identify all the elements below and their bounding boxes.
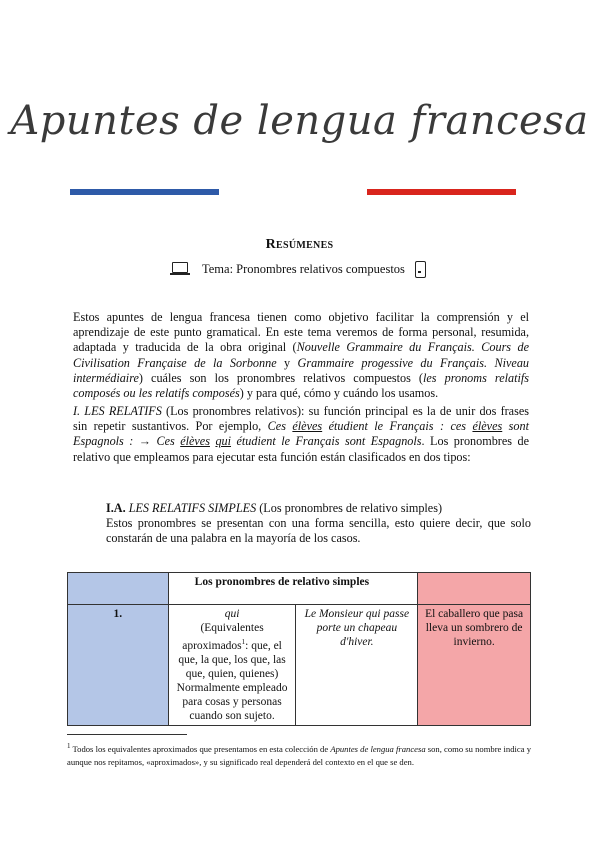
example-spanish: El caballero que pasa lleva un sombrero de invierno. (418, 605, 531, 726)
flag-blue-band (70, 189, 219, 195)
french-flag-stripe (70, 189, 516, 195)
simples-line-1: Estos pronombres se presentan con una forma sencilla, esto quiere decir, que solo (106, 516, 531, 531)
header-pink-cell (418, 573, 531, 605)
intro-line-1: Estos apuntes de lengua francesa tienen como objetivo facilitar la comprensión y el (73, 310, 529, 324)
relatifs-line-4: relativo que empleamos para ejecutar esta función están clasificados en dos tipos: (73, 449, 471, 464)
simples-heading: I.A. LES RELATIFS SIMPLES (Los pronombres de relativo simples) (106, 501, 443, 515)
table-header-row (68, 573, 531, 605)
document-title: Apuntes de lengua francesa (10, 98, 589, 144)
simples-section (106, 501, 531, 547)
relatifs-line-3: Espagnols : → Ces élèves qui étudient le Français sont Espagnols. Los pronombres de (73, 434, 529, 449)
intro-paragraph (73, 310, 529, 401)
topic-text: Tema: Pronombres relativos compuestos (202, 261, 405, 276)
section-heading: Resúmenes (265, 237, 334, 252)
intro-line-6: composés ou les relatifs composés) y para qué, cómo y cuándo los usamos. (73, 386, 439, 401)
relatifs-line-2: sin repetir sustantivos. Por ejemplo, Ces élèves étudient le Français : ces élèves sont (73, 419, 529, 434)
intro-line-3: adaptada y traducida de la obra original (Nouvelle Grammaire du Français. Cours de (73, 340, 529, 355)
flag-red-band (367, 189, 516, 195)
intro-line-2: aprendizaje de este punto gramatical. En este tema veremos de forma personal, resumida, (73, 325, 529, 340)
footnote: $^1$ Todos los equivalentes aproximados que presentamos en esta colección de Apuntes de lengua francesa son, como su nombre indica y aunque nos repitamos, «aproximados», y su significado real dependerá del contexto en el que se den. (67, 742, 531, 767)
equivalents: (Equivalentes aproximados$^1$: que, el que, la que, los que, las que, quien, quienes) (178, 622, 286, 680)
intro-line-4: Civilisation Française de la Sorbonne y Grammaire progessive du Français. Niveau (73, 355, 530, 370)
laptop-icon (170, 262, 190, 276)
relatifs-line-1: I. LES RELATIFS (Los pronombres relativos): su función principal es la de unir dos frases (73, 404, 529, 418)
example-french: Le Monsieur qui passe porte un chapeau d'hiver. (296, 605, 418, 726)
relativos-simples-table (67, 572, 531, 726)
phone-icon (415, 261, 426, 278)
simples-line-2: constarán de una palabra en la mayoría de los casos. (106, 531, 361, 546)
pronoun: qui (224, 608, 240, 620)
pronoun-cell (168, 605, 296, 726)
table-row (68, 605, 531, 726)
intro-line-5: intermédiaire) cuáles son los pronombres relativos compuestos (les pronoms relatifs (73, 370, 529, 385)
usage-note: Normalmente empleado para cosas y personas cuando son sujeto. (176, 681, 288, 722)
relatifs-paragraph (73, 404, 529, 465)
flag-white-band (219, 189, 368, 195)
row-number: 1. (68, 605, 169, 726)
footnote-divider (67, 734, 187, 735)
header-blue-cell (68, 573, 169, 605)
table-header: Los pronombres de relativo simples (168, 573, 418, 605)
topic-line (170, 258, 440, 280)
